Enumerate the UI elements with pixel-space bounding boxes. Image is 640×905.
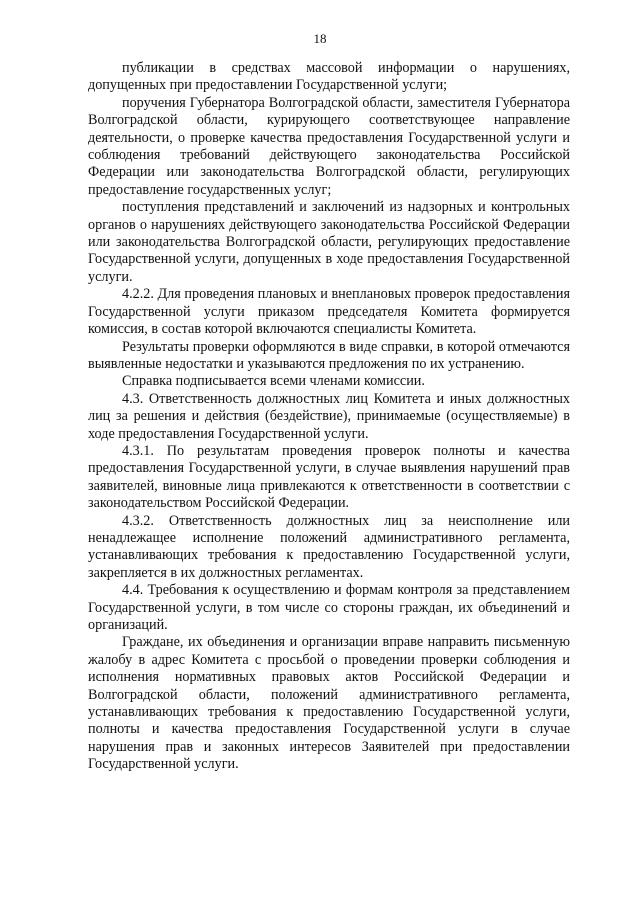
page-number: 18 (313, 31, 327, 46)
paragraph: Справка подписывается всеми членами комиссии. (122, 373, 425, 390)
paragraph-section-4-2-2: 4.2.2. Для проведения плановых и внеплановых проверок предоставления Государственной услуги приказом председателя Комитета формируется комиссия, в состав которой включаются специалисты Комитета. (88, 286, 570, 338)
paragraph-section-4-3-1: 4.3.1. По результатам проведения проверок полноты и качества предоставления Государственной услуги, в случае выявления нарушений прав заявителей, виновные лица привлекаются к ответственности в соответствии с законодательством Российской Федерации. (88, 442, 570, 512)
paragraph: публикации в средствах массовой информации о нарушениях, допущенных при предоставлении Государственной услуги; (88, 60, 570, 94)
paragraph: Граждане, их объединения и организации вправе направить письменную жалобу в адрес Комитета с просьбой о проведении проверки соблюдения и исполнения нормативных правовых актов Российской Федерации и Волгоградской области, положений административного регламента, устанавливающих требования к предоставлению Государственной услуги, полноты и качества предоставления Государственной услуги в случае нарушения прав и законных интересов Заявителей при предоставлении Государственной услуги. (88, 634, 570, 773)
paragraph: Результаты проверки оформляются в виде справки, в которой отмечаются выявленные недостатки и указываются предложения по их устранению. (88, 338, 570, 372)
document-body (88, 60, 570, 774)
paragraph-section-4-4: 4.4. Требования к осуществлению и формам контроля за представлением Государственной услуги, в том числе со стороны граждан, их объединений и организаций. (88, 582, 570, 633)
paragraph-section-4-3-2: 4.3.2. Ответственность должностных лиц за неисполнение или ненадлежащее исполнение положений административного регламента, устанавливающих требования к предоставлению Государственной услуги, закрепляется в их должностных регламентах. (88, 512, 570, 581)
paragraph-section-4-3: 4.3. Ответственность должностных лиц Комитета и иных должностных лиц за решения и действия (бездействие), принимаемые (осуществляемые) в ходе предоставления Государственной услуги. (88, 390, 570, 442)
paragraph: поступления представлений и заключений из надзорных и контрольных органов о нарушениях действующего законодательства Российской Федерации или законодательства Волгоградской области, регулирующих предоставление Государственной услуги, допущенных в ходе предоставления Государственной услуги. (88, 199, 570, 285)
paragraph: поручения Губернатора Волгоградской области, заместителя Губернатора Волгоградской области, курирующего соответствующее направление деятельности, о проверке качества предоставления Государственной услуги и соблюдения требований действующего законодательства Российской Федерации или законодательства Волгоградской области, регулирующих предоставление государственных услуг; (88, 94, 570, 198)
